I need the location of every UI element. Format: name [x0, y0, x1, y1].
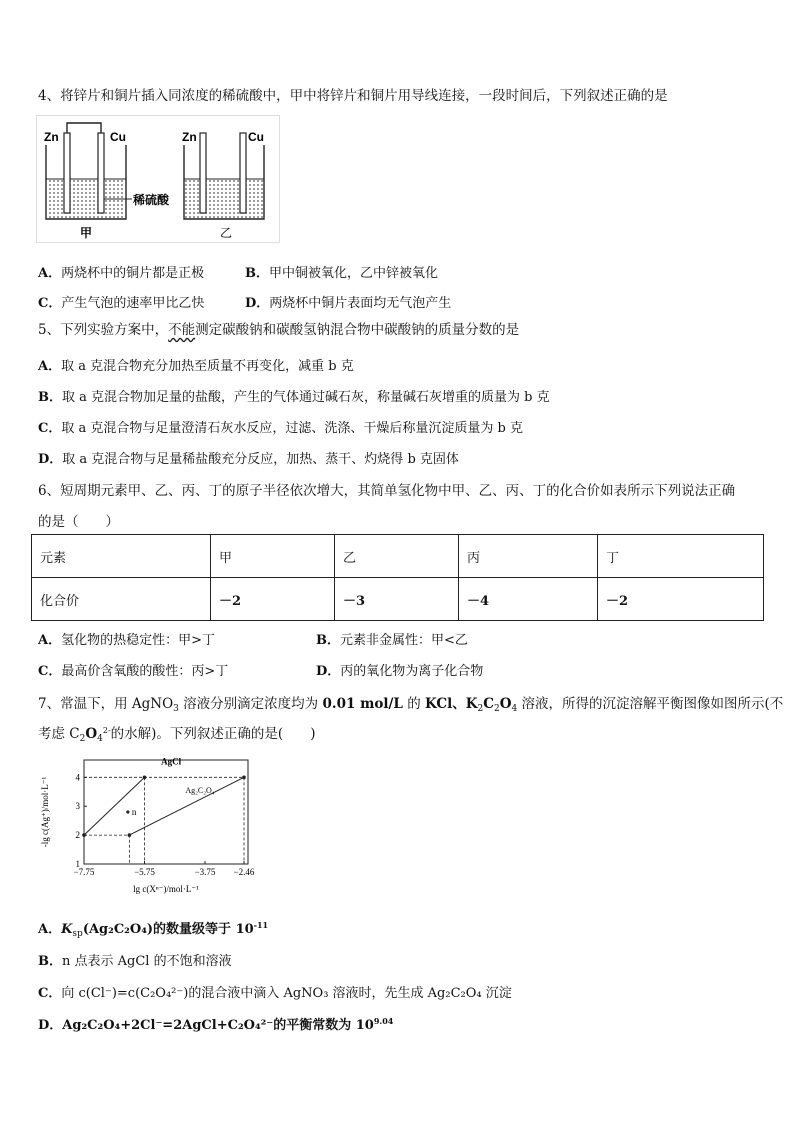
caption-yi: 乙: [220, 226, 233, 240]
table-cell: 元素: [32, 535, 211, 578]
data-point: [82, 833, 86, 837]
data-point: [242, 776, 246, 780]
point-n-label: n: [131, 807, 137, 817]
q4-option-a: A．两烧杯中的铜片都是正极: [38, 266, 205, 281]
q5-option-d: D．取 a 克混合物与足量稀盐酸充分反应，加热、蒸干、灼烧得 b 克固体: [38, 452, 459, 467]
x-tick-label: −2.46: [233, 867, 255, 877]
q5-emphasis: 不能: [168, 322, 196, 338]
q4-figure: [36, 115, 280, 243]
label-zn-left: Zn: [44, 130, 59, 144]
label-cu-left: Cu: [110, 130, 126, 144]
q7-option-d: D．Ag₂C₂O₄+2Cl⁻=2AgCl+C₂O₄²⁻的平衡常数为 $10^{9.04}$: [38, 1016, 394, 1033]
x-tick-label: −7.75: [73, 867, 95, 877]
x-axis-label: lg c(Xⁿ⁻)/mol·L⁻¹: [133, 884, 199, 894]
table-row: [32, 578, 764, 621]
table-cell: 化合价: [32, 578, 211, 621]
q6-option-b: B．元素非金属性：甲<乙: [316, 633, 468, 648]
q4-stem: 4、将锌片和铜片插入同浓度的稀硫酸中，甲中将锌片和铜片用导线连接，一段时间后，下列叙述正确的是: [38, 88, 668, 104]
q6-option-a: A．氢化物的热稳定性：甲>丁: [38, 633, 216, 648]
y-tick-label: 3: [75, 801, 80, 812]
q5-stem: 5、下列实验方案中，不能测定碳酸钠和碳酸氢钠混合物中碳酸钠的质量分数的是: [38, 322, 520, 338]
q6-stem-line1: 6、短周期元素甲、乙、丙、丁的原子半径依次增大，其简单氢化物中甲、乙、丙、丁的化合价如表所示下列说法正确: [38, 483, 736, 499]
table-cell: 丁: [598, 535, 764, 578]
table-cell: －3: [335, 578, 459, 621]
q7-solubility-chart: [36, 752, 266, 900]
y-tick-label: 2: [75, 830, 80, 841]
guide-line: [84, 777, 244, 864]
q6-option-d: D．丙的氧化物为离子化合物: [316, 664, 484, 679]
q6-stem-line2: 的是（ ）: [38, 514, 119, 530]
table-cell: 乙: [335, 535, 459, 578]
x-tick-label: −5.75: [134, 867, 155, 877]
q4-option-c: C．产生气泡的速率甲比乙快: [38, 296, 205, 311]
table-cell: －2: [211, 578, 335, 621]
q4-option-d: D．两烧杯中铜片表面均无气泡产生: [245, 296, 452, 311]
caption-jia: 甲: [80, 226, 93, 240]
point-n: [126, 810, 129, 813]
q7-option-b: B．n 点表示 AgCl 的不饱和溶液: [38, 954, 232, 969]
y-axis-label: -lg c(Ag⁺)/mol·L⁻¹: [40, 776, 50, 848]
y-tick-label: 4: [75, 772, 80, 783]
table-row: [32, 535, 764, 578]
label-cu-right: Cu: [248, 130, 264, 144]
series-label-ag2c2o4: Ag₂C₂O₄: [185, 786, 215, 796]
data-point: [143, 776, 147, 780]
q6-valence-table: [31, 534, 764, 621]
q5-option-c: C．取 a 克混合物与足量澄清石灰水反应，过滤、洗涤、干燥后称量沉淀质量为 b 克: [38, 421, 523, 436]
q7-option-c: C．向 c(Cl⁻)=c(C₂O₄²⁻)的混合液中滴入 AgNO₃ 溶液时，先生成 Ag₂C₂O₄ 沉淀: [38, 986, 512, 1001]
table-cell: 甲: [211, 535, 335, 578]
table-cell: －2: [598, 578, 764, 621]
q5-option-a: A．取 a 克混合物充分加热至质量不再变化，减重 b 克: [38, 359, 354, 374]
guide-line: [84, 835, 129, 864]
table-cell: －4: [459, 578, 598, 621]
q7-option-a: A．$K_{sp}(Ag_2C_2O_4)$的数量级等于 $10^{-11}$: [38, 920, 269, 939]
q7-stem-line1: 7、常温下，用 AgNO$_3$ 溶液分别滴定浓度均为 0.01 mol/L 的 KCl、$K_2C_2O_4$ 溶液，所得的沉淀溶解平衡图像如图所示(不: [38, 696, 784, 714]
label-acid: 稀硫酸: [133, 193, 170, 207]
beaker-right: [184, 133, 264, 219]
q5-option-b: B．取 a 克混合物加足量的盐酸，产生的气体通过碱石灰，称量碱石灰增重的质量为 b 克: [38, 390, 550, 405]
table-cell: 丙: [459, 535, 598, 578]
data-point: [128, 833, 132, 837]
label-zn-right: Zn: [182, 130, 197, 144]
y-tick-label: 1: [75, 859, 80, 869]
series-label-agcl: AgCl: [161, 756, 182, 767]
q7-stem-line2: 考虑 $C_2O_4^{2-}$的水解)。下列叙述正确的是( ): [38, 726, 316, 744]
x-tick-label: −3.75: [194, 867, 216, 877]
q6-option-c: C．最高价含氧酸的酸性：丙>丁: [38, 664, 229, 679]
q4-option-b: B．甲中铜被氧化，乙中锌被氧化: [245, 266, 439, 281]
